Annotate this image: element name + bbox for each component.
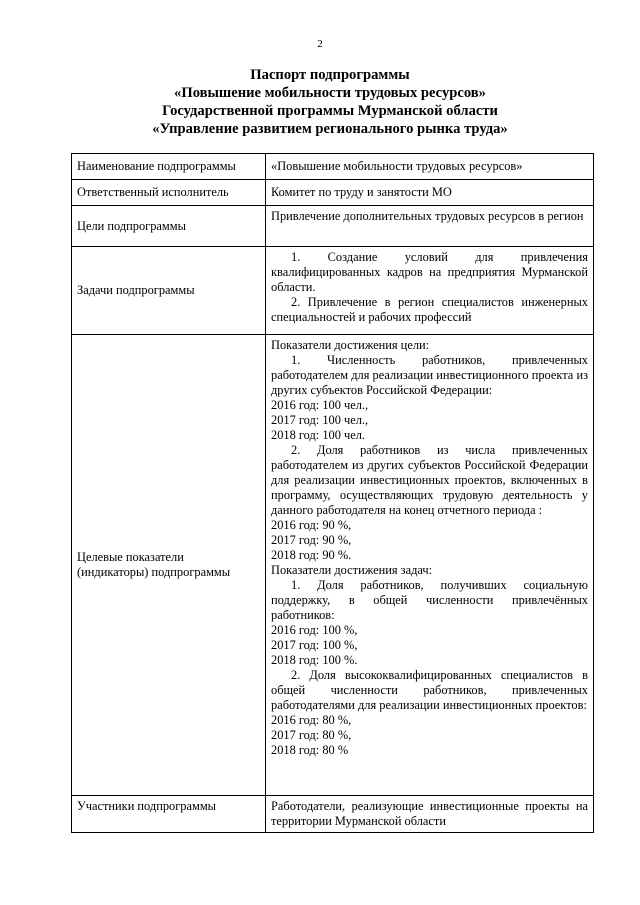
table-row: [72, 154, 594, 180]
table-row: [72, 247, 594, 335]
indicator-value: 2016 год: 90 %,: [271, 518, 352, 532]
name-label: Наименование подпрограммы: [72, 154, 266, 180]
title-line-1: Паспорт подпрограммы: [250, 67, 410, 83]
table-row: [72, 335, 594, 796]
name-value: «Повышение мобильности трудовых ресурсов»: [266, 154, 594, 180]
task-indicator-2: 2. Доля высококвалифицированных специалистов в общей численности работников, привлеченных работодателями для реализации инвестиционных проектов:: [271, 668, 588, 712]
title-line-2: «Повышение мобильности трудовых ресурсов»: [174, 85, 486, 101]
table-row: [72, 796, 594, 833]
participants-label: Участники подпрограммы: [72, 796, 266, 833]
table-row: [72, 180, 594, 206]
title-line-4: «Управление развитием регионального рынка труда»: [152, 121, 508, 137]
goal-indicator-1: 1. Численность работников, привлеченных работодателем для реализации инвестиционного проекта из других субъектов Российской Федерации:: [271, 353, 588, 397]
indicators-label-line-1: Целевые показатели: [77, 550, 184, 564]
indicator-value: 2017 год: 100 %,: [271, 638, 358, 652]
task-item: 1. Создание условий для привлечения квалифицированных кадров на предприятия Мурманской области.: [271, 250, 588, 294]
indicator-value: 2017 год: 90 %,: [271, 533, 352, 547]
task-indicator-1: 1. Доля работников, получивших социальную поддержку, в общей численности привлечённых работников:: [271, 578, 588, 622]
indicators-value: [266, 335, 594, 796]
indicator-value: 2018 год: 100 чел.: [271, 428, 366, 442]
goal-indicator-2: 2. Доля работников из числа привлеченных работодателем из других субъектов Российской Федерации для реализации инвестиционных проектов, включенных в программу, осуществляющих трудовую деятельность у данного работодателя на конец отчетного периода :: [271, 443, 588, 517]
page-title: [60, 66, 600, 138]
indicator-value: 2018 год: 90 %.: [271, 548, 352, 562]
indicators-label-line-2: (индикаторы) подпрограммы: [77, 565, 231, 579]
table-row: [72, 206, 594, 247]
indicator-value: 2018 год: 100 %.: [271, 653, 358, 667]
indicators-label: [72, 335, 266, 796]
tasks-value: [266, 247, 594, 335]
tasks-label: Задачи подпрограммы: [72, 247, 266, 335]
title-line-3: Государственной программы Мурманской области: [162, 103, 498, 119]
indicator-value: 2017 год: 80 %,: [271, 728, 352, 742]
goals-label: Цели подпрограммы: [72, 206, 266, 247]
page-number: 2: [317, 38, 323, 50]
passport-table: [71, 153, 594, 833]
goals-value: Привлечение дополнительных трудовых ресурсов в регион: [266, 206, 594, 247]
indicator-value: 2017 год: 100 чел.,: [271, 413, 369, 427]
responsible-value: Комитет по труду и занятости МО: [266, 180, 594, 206]
indicator-value: 2016 год: 100 %,: [271, 623, 358, 637]
task-item: 2. Привлечение в регион специалистов инженерных специальностей и рабочих профессий: [271, 295, 588, 324]
task-indicators-heading: Показатели достижения задач:: [271, 563, 433, 577]
participants-value: Работодатели, реализующие инвестиционные проекты на территории Мурманской области: [266, 796, 594, 833]
indicator-value: 2016 год: 80 %,: [271, 713, 352, 727]
indicator-value: 2016 год: 100 чел.,: [271, 398, 369, 412]
goal-indicators-heading: Показатели достижения цели:: [271, 338, 430, 352]
indicator-value: 2018 год: 80 %: [271, 743, 349, 757]
responsible-label: Ответственный исполнитель: [72, 180, 266, 206]
